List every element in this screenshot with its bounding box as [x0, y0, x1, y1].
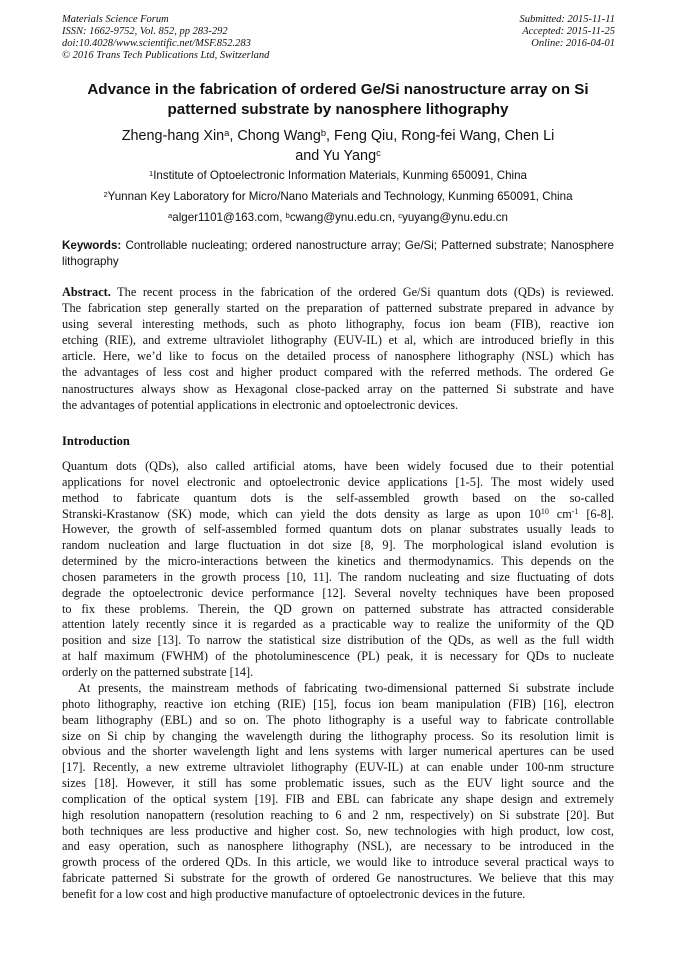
keywords-label: Keywords:	[62, 239, 122, 252]
email-link[interactable]: alger1101@163.com,	[172, 211, 286, 224]
body-line: method to fabricate quantum dots is the self-assembled growth based on the so-called	[62, 490, 614, 505]
body-line: complication of the optical system [19]. FIB and EBL can fabricate any shape design and extremely	[62, 791, 614, 806]
journal-header	[62, 14, 269, 62]
submitted-date: Submitted: 2015-11-11	[519, 14, 615, 25]
body-line: attention lately recently since it is regarded as a practicable way to realize the uniformity of the QD	[62, 617, 614, 632]
body-line	[62, 507, 614, 523]
keywords-block	[62, 238, 614, 270]
body-line: at half maximum (FWHM) of the photoluminescence (PL) peak, it is necessary for QDs to nucleate	[62, 649, 614, 664]
title-line: patterned substrate by nanosphere lithography	[167, 101, 509, 118]
body-text: Stranski-Krastanow (SK) mode, which can yield the dots density as large as upon 10	[62, 506, 541, 521]
email-mark: c	[398, 210, 403, 220]
email-mark: b	[285, 210, 290, 220]
abstract-line: etching (RIE), and extreme ultraviolet lithography (EUV-IL) et al, which are introduced briefly in this	[62, 333, 614, 348]
section-heading-introduction: Introduction	[62, 434, 130, 448]
email-mark: a	[168, 210, 173, 220]
body-line: high resolution nanopattern (resolution reaching to 6 and 2 nm, respectively) on Si substrate [20]. But	[62, 807, 614, 822]
paper-title	[62, 80, 614, 120]
superscript: -1	[571, 506, 579, 516]
body-line: growth process of the ordered QDs. In this article, we would like to introduce several practical ways to	[62, 855, 614, 870]
copyright-info: © 2016 Trans Tech Publications Ltd, Switzerland	[62, 50, 270, 61]
body-line: determined by the micro-interactions between the kinetics and thermodynamics. This depends on the	[62, 554, 614, 569]
abstract-label: Abstract.	[62, 285, 111, 299]
author-name: , Feng Qiu, Rong-fei Wang, Chen Li	[326, 128, 555, 144]
body-line: fabricate patterned Si substrate for the growth of ordered Ge nanostructures. We believe that this may	[62, 871, 614, 886]
author-line	[62, 126, 614, 146]
body-line: and easy operation, such as nanosphere lithography (NSL), are necessary to be introduced in the	[62, 839, 614, 854]
body-line: At presents, the mainstream methods of fabricating two-dimensional patterned Si substrate include	[78, 681, 614, 695]
affiliation-2	[62, 190, 614, 204]
body-line: orderly on the patterned substrate [14].	[62, 664, 254, 679]
body-line: both techniques are less productive and higher cost. So, new technologies with high product, low cost,	[62, 823, 614, 838]
affil-mark: 2	[103, 189, 108, 199]
author-name: , Chong Wang	[229, 128, 321, 144]
author-list	[62, 126, 614, 166]
affil-text: Institute of Optoelectronic Information Materials, Kunming 650091, China	[153, 169, 527, 182]
body-line: sizes [18]. However, it still has some problematic issues, such as the EUV light source and the	[62, 776, 614, 791]
journal-name: Materials Science Forum	[62, 14, 169, 25]
dates-header	[519, 14, 615, 50]
affil-text: Yunnan Key Laboratory for Micro/Nano Materials and Technology, Kunming 650091, China	[107, 190, 573, 203]
keywords-text: Controllable nucleating; ordered nanostructure array; Ge/Si; Patterned substrate; Nanosphere lithography	[62, 239, 614, 268]
introduction-paragraph-2	[62, 681, 614, 903]
body-line: [17]. Recently, a new extreme ultraviolet lithography (EUV-IL) at can enable under 100-nm structure	[62, 760, 614, 775]
body-line: to fix these problems. Therein, the QD grown on patterned substrate has attracted considerable	[62, 601, 614, 616]
email-line	[62, 211, 614, 225]
abstract-line: using several interesting methods, such as photo lithography, focus ion beam (FIB), reactive ion	[62, 317, 614, 332]
email-link[interactable]: yuyang@ynu.edu.cn	[402, 211, 508, 224]
body-line: size on Si chip by changing the wavelength during the lithography process. So its resolution limit is	[62, 728, 614, 743]
email-link[interactable]: cwang@ynu.edu.cn,	[289, 211, 399, 224]
doi-info: doi:10.4028/www.scientific.net/MSF.852.283	[62, 38, 251, 49]
body-line: applications for novel electronic and optoelectronic device applications [1-5]. The most widely used	[62, 474, 614, 489]
body-line: benefit for a low cost and high productive manufacture of optoelectronic devices in the future.	[62, 886, 526, 901]
superscript: 10	[540, 506, 549, 516]
abstract-line: the advantages of potential applications in electronic and optoelectronic devices.	[62, 397, 459, 412]
body-line: degrade the optoelectronic device performance [12]. Several novelty techniques have been proposed	[62, 585, 614, 600]
author-affil-mark: a	[224, 127, 230, 138]
online-date: Online: 2016-04-01	[531, 38, 615, 49]
accepted-date: Accepted: 2015-11-25	[522, 26, 615, 37]
body-line: beam lithography (EBL) and so on. The photo lithography is a useful way to fabricate controllable	[62, 712, 614, 727]
author-name: Zheng-hang Xin	[121, 128, 225, 144]
affiliation-1	[62, 169, 614, 183]
author-affil-mark: c	[376, 147, 381, 158]
body-line: photo lithography, reactive ion etching (RIE) [15], focus ion beam manipulation (FIB) [16], electron	[62, 696, 614, 711]
body-line: position and size [13]. To narrow the statistical size distribution of the QDs, as well as the full width	[62, 633, 614, 648]
body-line: Quantum dots (QDs), also called artificial atoms, have been widely focused due to their potential	[62, 459, 614, 473]
author-affil-mark: b	[320, 127, 327, 138]
abstract-line	[62, 284, 614, 300]
author-name: and Yu Yang	[295, 148, 377, 164]
introduction-paragraph-1	[62, 459, 614, 681]
issn-info: ISSN: 1662-9752, Vol. 852, pp 283-292	[62, 26, 228, 37]
body-text: [6-8].	[578, 506, 614, 521]
body-line: However, the growth of self-assembled formed quantum dots on planar substrates usually leads to	[62, 522, 614, 537]
body-line: chosen parameters in the growth process [10, 11]. The random nucleating and size fluctuating of dots	[62, 569, 614, 584]
author-line	[62, 146, 614, 166]
body-text: cm	[548, 506, 572, 521]
body-line: random nucleation and large fluctuation in dot size [8, 9]. The morphological island evolution is	[62, 538, 614, 553]
abstract-line: article. Here, we’d like to focus on the detailed process of nanosphere lithography (NSL) which has	[62, 349, 614, 364]
body-line: obvious and the shorter wavelength light and lens systems with larger numerical apertures can be used	[62, 744, 614, 759]
abstract-text: The recent process in the fabrication of the ordered Ge/Si quantum dots (QDs) is reviewed.	[110, 285, 614, 299]
abstract-line: the advantages of less cost and higher product compared with the referred methods. The ordered Ge	[62, 365, 614, 380]
title-line: Advance in the fabrication of ordered Ge/Si nanostructure array on Si	[87, 81, 589, 98]
abstract-line: nanostructures always show as Hexagonal close-packed array on the patterned Si substrate and have	[62, 381, 614, 396]
abstract-block	[62, 284, 614, 413]
abstract-line: The fabrication step generally started on the preparation of patterned substrate prepared in advance by	[62, 301, 614, 316]
affil-mark: 1	[149, 168, 154, 178]
